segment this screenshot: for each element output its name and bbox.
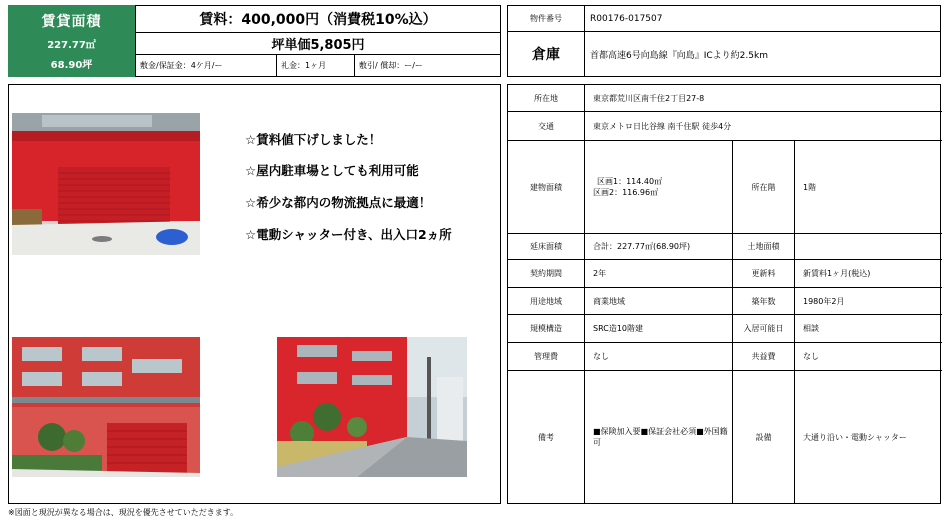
age-label: 築年数	[733, 288, 795, 315]
contract-label: 契約期間	[508, 260, 585, 288]
zoning-label: 用途地域	[508, 288, 585, 315]
renewal: 新賃料1ヶ月(税込)	[795, 260, 942, 288]
rent-terms	[135, 55, 501, 77]
common-fee: なし	[795, 343, 942, 371]
address-label: 所在地	[508, 85, 585, 112]
access-ic: 首都高速6号向島線『向島』ICより約2.5km	[590, 50, 768, 61]
floor-label: 所在階	[733, 141, 795, 234]
property-no: R00176-017507	[590, 13, 663, 24]
total-floor-area-label: 延床面積	[508, 234, 585, 260]
amortization: 敷引/ 償却：ー/ー	[359, 61, 423, 70]
move-in-label: 入居可能日	[733, 315, 795, 343]
area-badge	[8, 5, 135, 77]
details-table	[507, 84, 941, 504]
building-area	[585, 141, 733, 234]
floor: 1階	[795, 141, 942, 234]
total-floor-area: 合計：227.77㎡(68.90坪)	[585, 234, 733, 260]
equipment-label: 設備	[733, 371, 795, 503]
address: 東京都荒川区南千住2丁目27-8	[585, 85, 942, 112]
structure: SRC造10階建	[585, 315, 733, 343]
transport-label: 交通	[508, 112, 585, 141]
rent-main: 賃料：400,000円（消費税10%込）	[135, 5, 501, 33]
building-area-2: 区画2：116.96㎡	[593, 188, 659, 197]
equipment: 大通り沿い・電動シャッター	[803, 432, 907, 442]
footnote: ※図面と現況が異なる場合は、現況を優先させていただきます。	[8, 508, 239, 517]
land-area-label: 土地面積	[733, 234, 795, 260]
photo-panel	[8, 84, 501, 504]
property-header	[507, 5, 941, 77]
feature-2: ☆屋内駐車場としても利用可能	[245, 163, 419, 178]
mgmt-fee-label: 管理費	[508, 343, 585, 371]
remarks-label: 備考	[508, 371, 585, 503]
area-tsubo: 68.90坪	[50, 60, 93, 72]
feature-3: ☆希少な都内の物流拠点に最適！	[245, 195, 432, 210]
mgmt-fee: なし	[585, 343, 733, 371]
area-label: 賃貸面積	[41, 13, 102, 30]
property-type: 倉庫	[508, 32, 585, 76]
building-area-1: 区画1：114.40㎡	[597, 177, 663, 186]
property-no-label: 物件番号	[508, 6, 585, 31]
photo-street-view	[277, 337, 467, 477]
feature-4: ☆電動シャッター付き、出入口2ヵ所	[245, 227, 452, 242]
feature-1: ☆賃料値下げしました！	[245, 132, 382, 147]
land-area	[795, 234, 942, 260]
area-sqm: 227.77㎡	[47, 39, 96, 51]
age: 1980年2月	[795, 288, 942, 315]
photo-building-front	[12, 337, 200, 477]
renewal-label: 更新料	[733, 260, 795, 288]
photo-garage-shutter	[12, 113, 200, 255]
key-money: 礼金：1ヶ月	[277, 55, 355, 76]
deposit: 敷金/保証金：4ケ月/ー	[136, 55, 277, 76]
transport: 東京メトロ日比谷線 南千住駅 徒歩4分	[585, 112, 942, 141]
remarks: ■保険加入要■保証会社必須■外国籍可	[585, 371, 733, 503]
contract: 2年	[585, 260, 733, 288]
zoning: 商業地域	[585, 288, 733, 315]
common-fee-label: 共益費	[733, 343, 795, 371]
structure-label: 規模構造	[508, 315, 585, 343]
rent-per-tsubo: 坪単価5,805円	[135, 33, 501, 55]
move-in: 相談	[795, 315, 942, 343]
building-area-label: 建物面積	[508, 141, 585, 234]
